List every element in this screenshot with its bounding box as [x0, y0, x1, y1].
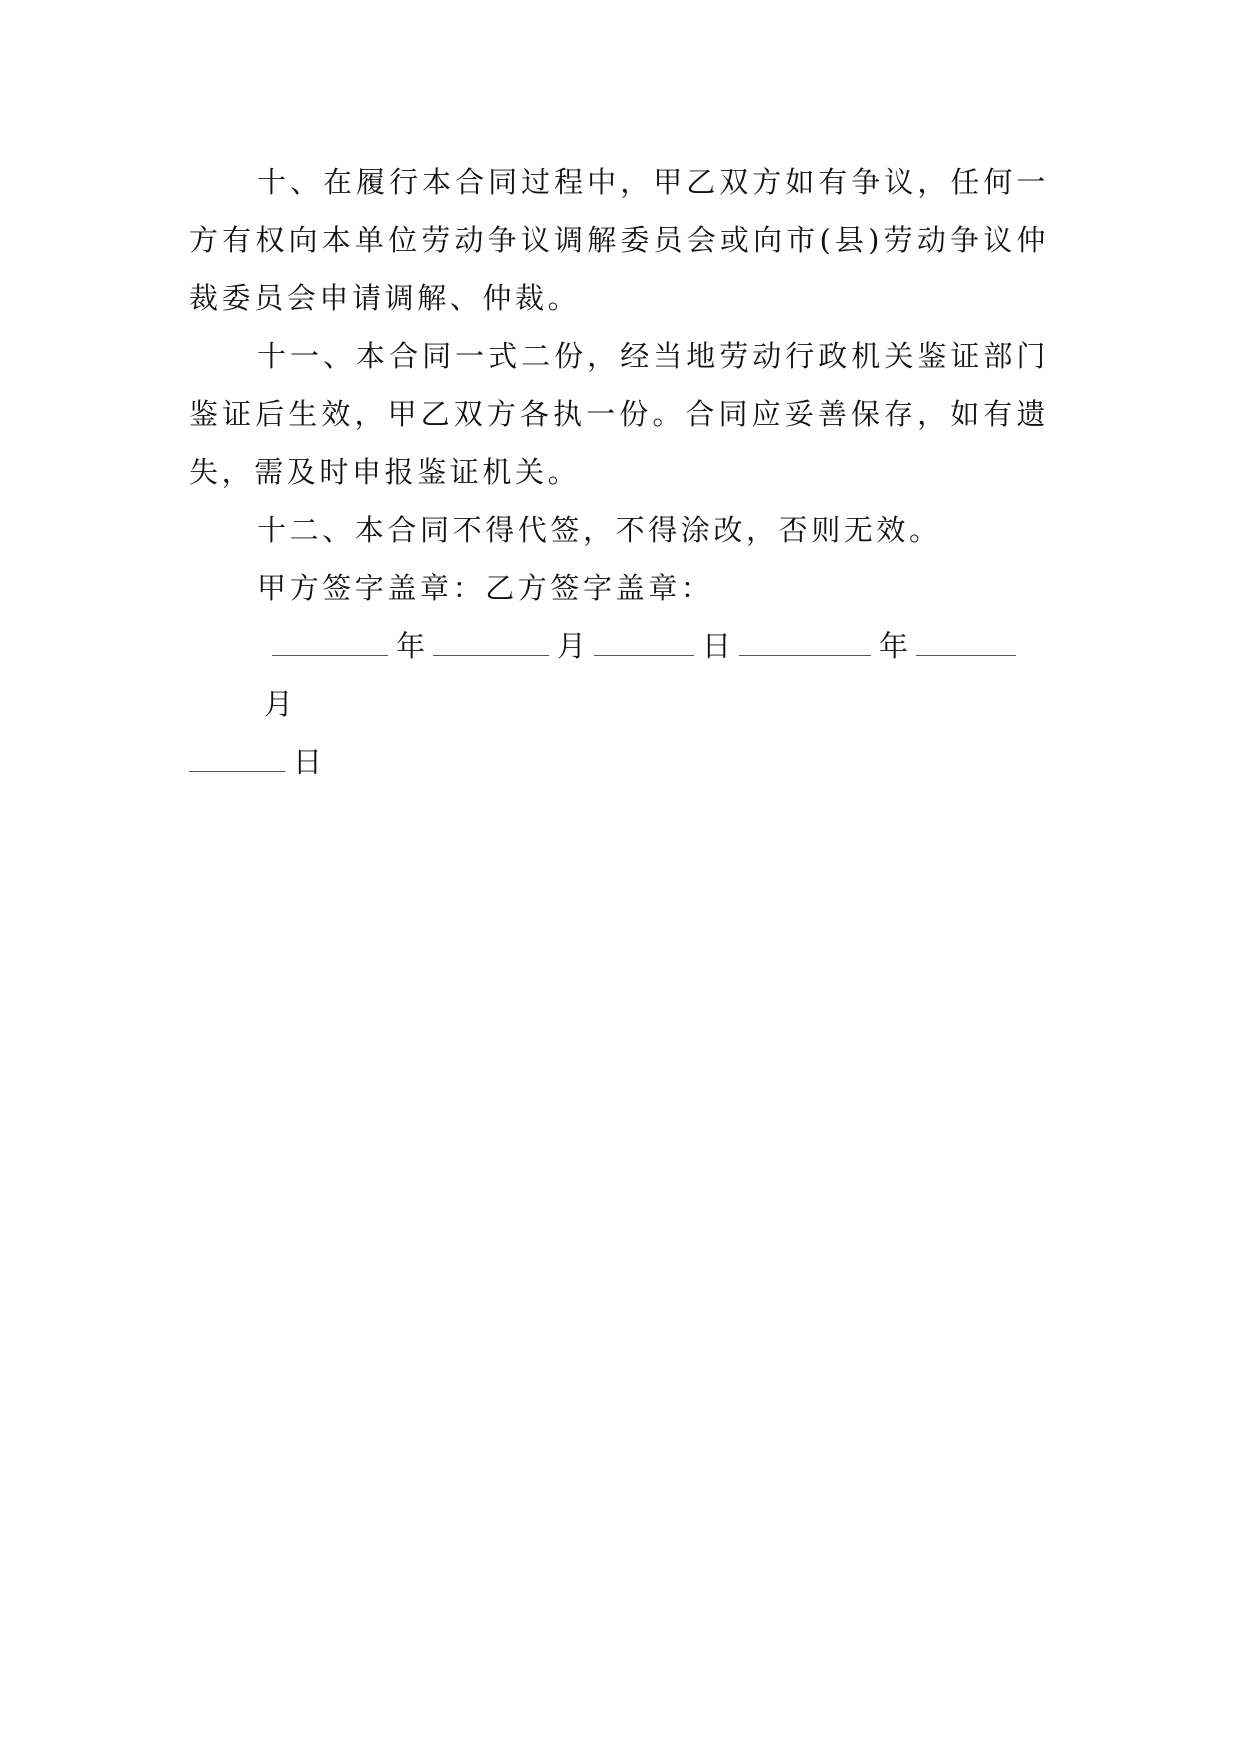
day-label-a: 日	[702, 629, 732, 663]
day-label-b: 日	[293, 745, 323, 779]
month-label-b: 月	[264, 687, 294, 721]
date-line	[189, 617, 1049, 791]
year-label-b: 年	[879, 629, 909, 663]
year-blank-party-b	[739, 625, 871, 656]
day-blank-party-b	[189, 741, 285, 772]
clause-11: 十一、本合同一式二份，经当地劳动行政机关鉴证部门鉴证后生效，甲乙双方各执一份。合同应妥善保存，如有遗失，需及时申报鉴证机关。	[189, 339, 1049, 489]
month-label-a: 月	[557, 629, 587, 663]
document-body	[189, 153, 1049, 791]
year-blank-party-a	[272, 625, 388, 656]
clause-10: 十、在履行本合同过程中，甲乙双方如有争议，任何一方有权向本单位劳动争议调解委员会或向市(县)劳动争议仲裁委员会申请调解、仲裁。	[189, 165, 1049, 315]
clause-12: 十二、本合同不得代签，不得涂改，否则无效。	[257, 513, 942, 547]
month-blank-party-b	[916, 625, 1016, 656]
year-label-a: 年	[396, 629, 426, 663]
signature-label: 甲方签字盖章：乙方签字盖章：	[257, 571, 714, 605]
month-blank-party-a	[433, 625, 549, 656]
day-blank-party-a	[594, 625, 694, 656]
